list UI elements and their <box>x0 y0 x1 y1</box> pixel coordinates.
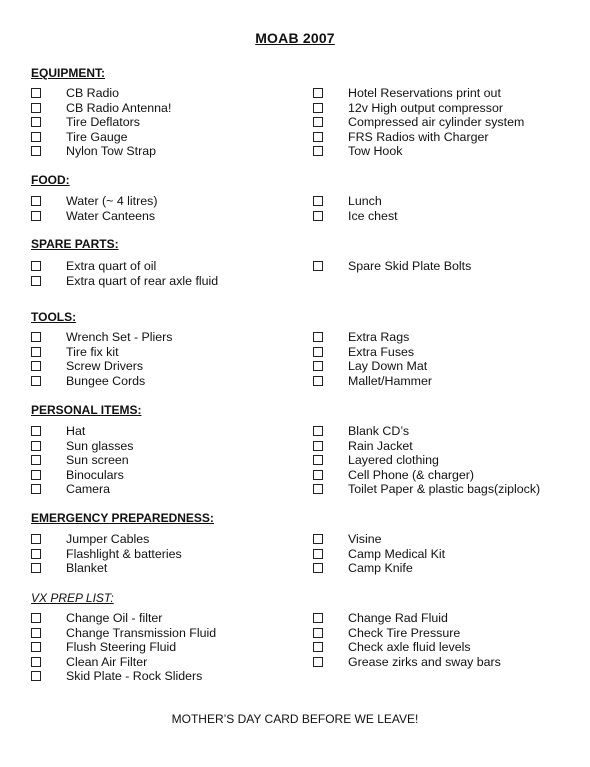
checklist-item[interactable] <box>31 611 162 626</box>
checkbox[interactable] <box>31 613 41 623</box>
checkbox[interactable] <box>313 361 323 371</box>
checkbox[interactable] <box>31 470 41 480</box>
checklist-item-label: Layered clothing <box>348 453 439 468</box>
checklist-item-label: Visine <box>348 532 382 547</box>
checklist-item-label: Binoculars <box>66 467 124 482</box>
checklist-item[interactable] <box>31 144 156 159</box>
checkbox[interactable] <box>313 657 323 667</box>
checklist-item-label: Change Oil - filter <box>66 611 163 626</box>
checklist-item[interactable] <box>31 86 119 101</box>
checklist-item[interactable] <box>31 374 145 389</box>
checklist-item-label: Screw Drivers <box>66 359 144 374</box>
checklist-item-label: Extra quart of rear axle fluid <box>66 273 219 288</box>
checklist-item[interactable] <box>313 359 427 374</box>
checklist-item-label: Check axle fluid levels <box>348 640 471 655</box>
checklist-item-label: Ice chest <box>348 208 398 223</box>
checkbox[interactable] <box>313 88 323 98</box>
checkbox[interactable] <box>313 628 323 638</box>
checkbox[interactable] <box>313 642 323 652</box>
checklist-item-label: Camera <box>66 482 111 497</box>
checklist-item[interactable] <box>31 345 119 360</box>
checkbox[interactable] <box>31 332 41 342</box>
checklist-item-label: Tire fix kit <box>66 344 119 359</box>
checklist-item-label: Extra quart of oil <box>66 259 157 274</box>
section-heading-personal-items: PERSONAL ITEMS: <box>31 403 142 417</box>
section-heading-food: FOOD: <box>31 173 70 187</box>
checklist-item[interactable] <box>31 115 140 130</box>
checklist-item-label: Flashlight & batteries <box>66 546 182 561</box>
checkbox[interactable] <box>313 534 323 544</box>
checklist-item-label: Lay Down Mat <box>348 359 428 374</box>
checklist-item[interactable] <box>313 130 488 145</box>
checklist-item[interactable] <box>313 259 471 274</box>
checklist-item-label: FRS Radios with Charger <box>348 129 489 144</box>
checklist-item[interactable] <box>31 209 155 224</box>
checkbox[interactable] <box>31 117 41 127</box>
checkbox[interactable] <box>31 347 41 357</box>
checklist-item[interactable] <box>313 209 398 224</box>
checklist-item[interactable] <box>313 424 409 439</box>
checklist-item-label: Compressed air cylinder system <box>348 115 525 130</box>
checklist-item[interactable] <box>313 374 432 389</box>
checklist-item[interactable] <box>313 611 448 626</box>
checklist-item[interactable] <box>313 144 402 159</box>
checkbox[interactable] <box>31 261 41 271</box>
checklist-item[interactable] <box>313 86 501 101</box>
checklist-item[interactable] <box>31 130 128 145</box>
checklist-item[interactable] <box>313 547 445 562</box>
checklist-item[interactable] <box>313 532 382 547</box>
checklist-item[interactable] <box>313 561 413 576</box>
checkbox[interactable] <box>313 455 323 465</box>
checklist-item-label: Check Tire Pressure <box>348 625 461 640</box>
checklist-item[interactable] <box>31 259 156 274</box>
checkbox[interactable] <box>31 196 41 206</box>
checklist-item[interactable] <box>313 194 382 209</box>
checklist-item-label: Jumper Cables <box>66 532 150 547</box>
checkbox[interactable] <box>31 549 41 559</box>
checkbox[interactable] <box>313 613 323 623</box>
checklist-item[interactable] <box>313 468 474 483</box>
page-title: MOAB 2007 <box>255 30 335 46</box>
checklist-item-label: Spare Skid Plate Bolts <box>348 259 472 274</box>
checklist-item[interactable] <box>31 626 216 641</box>
checklist-item-label: CB Radio <box>66 86 120 101</box>
checklist-item[interactable] <box>31 453 129 468</box>
checkbox[interactable] <box>31 441 41 451</box>
checkbox[interactable] <box>313 146 323 156</box>
checklist-item-label: Camp Knife <box>348 561 413 576</box>
checklist-item-label: 12v High output compressor <box>348 100 503 115</box>
checklist-item[interactable] <box>313 482 540 497</box>
checkbox[interactable] <box>313 376 323 386</box>
checklist-item-label: Change Transmission Fluid <box>66 625 217 640</box>
checklist-item-label: Extra Rags <box>348 330 410 345</box>
checklist-item[interactable] <box>31 547 182 562</box>
checkbox[interactable] <box>31 276 41 286</box>
footer-reminder: MOTHER’S DAY CARD BEFORE WE LEAVE! <box>171 712 419 726</box>
checklist-item-label: Toilet Paper & plastic bags(ziplock) <box>348 482 541 497</box>
checklist-item-label: Lunch <box>348 194 382 209</box>
checklist-item-label: Tire Gauge <box>66 129 128 144</box>
checkbox[interactable] <box>313 117 323 127</box>
checkbox[interactable] <box>313 261 323 271</box>
checklist-item[interactable] <box>313 453 439 468</box>
checklist-item-label: Tow Hook <box>348 144 403 159</box>
checkbox[interactable] <box>31 455 41 465</box>
checklist-item[interactable] <box>31 482 110 497</box>
checklist-item[interactable] <box>31 359 143 374</box>
checkbox[interactable] <box>31 642 41 652</box>
checklist-item-label: Cell Phone (& charger) <box>348 467 475 482</box>
checklist-item[interactable] <box>31 655 147 670</box>
checklist-item-label: Blank CD’s <box>348 424 410 439</box>
checkbox[interactable] <box>313 103 323 113</box>
checkbox[interactable] <box>31 563 41 573</box>
checkbox[interactable] <box>31 103 41 113</box>
checklist-item[interactable] <box>313 640 471 655</box>
checkbox[interactable] <box>31 88 41 98</box>
checklist-item-label: Hotel Reservations print out <box>348 86 501 101</box>
checkbox[interactable] <box>31 657 41 667</box>
checklist-item[interactable] <box>313 439 413 454</box>
checklist-item-label: Rain Jacket <box>348 438 413 453</box>
checkbox[interactable] <box>313 563 323 573</box>
checklist-item-label: Water (~ 4 litres) <box>66 194 158 209</box>
checkbox[interactable] <box>313 332 323 342</box>
checklist-item-label: Bungee Cords <box>66 373 146 388</box>
checklist-item[interactable] <box>31 468 124 483</box>
checklist-item-label: Hat <box>66 424 86 439</box>
checkbox[interactable] <box>31 426 41 436</box>
checkbox[interactable] <box>313 347 323 357</box>
checklist-item[interactable] <box>31 669 202 684</box>
checklist-item[interactable] <box>31 101 171 116</box>
checkbox[interactable] <box>313 441 323 451</box>
checklist-item[interactable] <box>31 640 176 655</box>
section-heading-spare-parts: SPARE PARTS: <box>31 237 119 251</box>
checklist-item-label: Wrench Set - Pliers <box>66 330 173 345</box>
checkbox[interactable] <box>31 628 41 638</box>
checklist-item[interactable] <box>31 424 85 439</box>
checklist-item[interactable] <box>31 274 218 289</box>
checkbox[interactable] <box>31 376 41 386</box>
section-heading-vx-prep-list: VX PREP LIST: <box>31 591 114 605</box>
checkbox[interactable] <box>313 470 323 480</box>
checkbox[interactable] <box>31 484 41 494</box>
checkbox[interactable] <box>313 211 323 221</box>
checklist-item-label: Blanket <box>66 561 108 576</box>
checklist-item[interactable] <box>313 655 501 670</box>
checklist-item-label: Camp Medical Kit <box>348 546 446 561</box>
checklist-item-label: Skid Plate - Rock Sliders <box>66 669 203 684</box>
checklist-item[interactable] <box>31 330 173 345</box>
checklist-item[interactable] <box>313 626 460 641</box>
checklist-item[interactable] <box>31 532 149 547</box>
checklist-item-label: Tire Deflators <box>66 115 140 130</box>
checklist-item[interactable] <box>313 345 414 360</box>
checklist-item[interactable] <box>31 439 134 454</box>
section-heading-equipment: EQUIPMENT: <box>31 66 106 80</box>
checklist-item-label: Sun screen <box>66 453 129 468</box>
checkbox[interactable] <box>31 534 41 544</box>
checkbox[interactable] <box>31 132 41 142</box>
checkbox[interactable] <box>313 426 323 436</box>
section-heading-emergency-preparedness: EMERGENCY PREPAREDNESS: <box>31 511 214 525</box>
checkbox[interactable] <box>31 361 41 371</box>
checklist-item[interactable] <box>313 115 524 130</box>
checklist-item-label: Water Canteens <box>66 208 156 223</box>
checklist-item-label: Grease zirks and sway bars <box>348 654 501 669</box>
checkbox[interactable] <box>31 146 41 156</box>
checkbox[interactable] <box>31 671 41 681</box>
checklist-item[interactable] <box>313 330 409 345</box>
checklist-item-label: Flush Steering Fluid <box>66 640 177 655</box>
checkbox[interactable] <box>313 549 323 559</box>
checkbox[interactable] <box>313 196 323 206</box>
checklist-item-label: Mallet/Hammer <box>348 373 432 388</box>
checkbox[interactable] <box>313 132 323 142</box>
checklist-item-label: Change Rad Fluid <box>348 611 448 626</box>
checkbox[interactable] <box>31 211 41 221</box>
checklist-item[interactable] <box>31 561 107 576</box>
checklist-item[interactable] <box>31 194 157 209</box>
checklist-item-label: Extra Fuses <box>348 344 415 359</box>
checklist-item[interactable] <box>313 101 503 116</box>
checklist-item-label: CB Radio Antenna! <box>66 100 172 115</box>
checklist-item-label: Sun glasses <box>66 438 134 453</box>
checklist-item-label: Clean Air Filter <box>66 654 148 669</box>
checklist-item-label: Nylon Tow Strap <box>66 144 156 159</box>
section-heading-tools: TOOLS: <box>31 310 77 324</box>
checkbox[interactable] <box>313 484 323 494</box>
